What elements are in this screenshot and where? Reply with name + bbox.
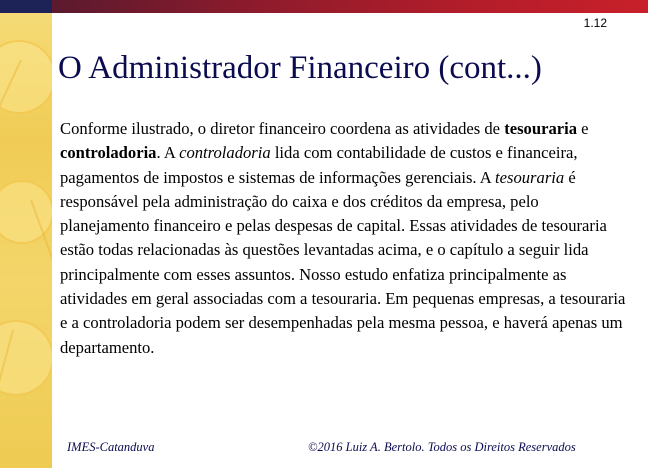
decorative-left-strip <box>0 0 52 468</box>
footer-copyright: ©2016 Luiz A. Bertolo. Todos os Direitos Reservados <box>308 440 576 454</box>
sun-ornament-icon <box>0 320 52 396</box>
top-band-navy-block <box>0 0 52 13</box>
slide-number: 1.12 <box>583 16 607 30</box>
body-italic-tesouraria: tesouraria <box>495 167 565 187</box>
slide-title: O Administrador Financeiro (cont...) <box>58 50 542 86</box>
body-text-segment: Conforme ilustrado, o diretor financeiro coordena as atividades de <box>60 119 505 138</box>
body-text-segment: . A <box>156 143 180 163</box>
body-text-segment: lida com contabilidade de custos e financeira, pagamentos de impostos e sistemas de informações gerenciais. A <box>60 143 578 187</box>
footer-institution: IMES-Catanduva <box>67 440 155 454</box>
body-bold-tesouraria: tesouraria <box>504 119 578 138</box>
top-decorative-band <box>0 0 648 13</box>
body-text-segment: e <box>577 119 589 138</box>
slide-body-text <box>60 117 632 360</box>
body-italic-controladoria: controladoria <box>179 143 271 163</box>
top-band-red-bar <box>52 0 648 13</box>
body-text-segment: é responsável pela administração do caixa e dos créditos da empresa, pelo planejamento financeiro e pelas despesas de capital. Essas atividades de tesouraria estão todas relacionadas às questões levantadas acima, e o capítulo a seguir lida principalmente com esses assuntos. Nosso estudo enfatiza principalmente as atividades em geral associadas com a tesouraria. Em pequenas empresas, a tesouraria e a controladoria podem ser desempenhadas pela mesma pessoa, e haverá apenas um departamento. <box>60 167 626 357</box>
body-bold-controladoria: controladoria <box>60 143 157 163</box>
sun-ornament-icon <box>0 40 52 114</box>
